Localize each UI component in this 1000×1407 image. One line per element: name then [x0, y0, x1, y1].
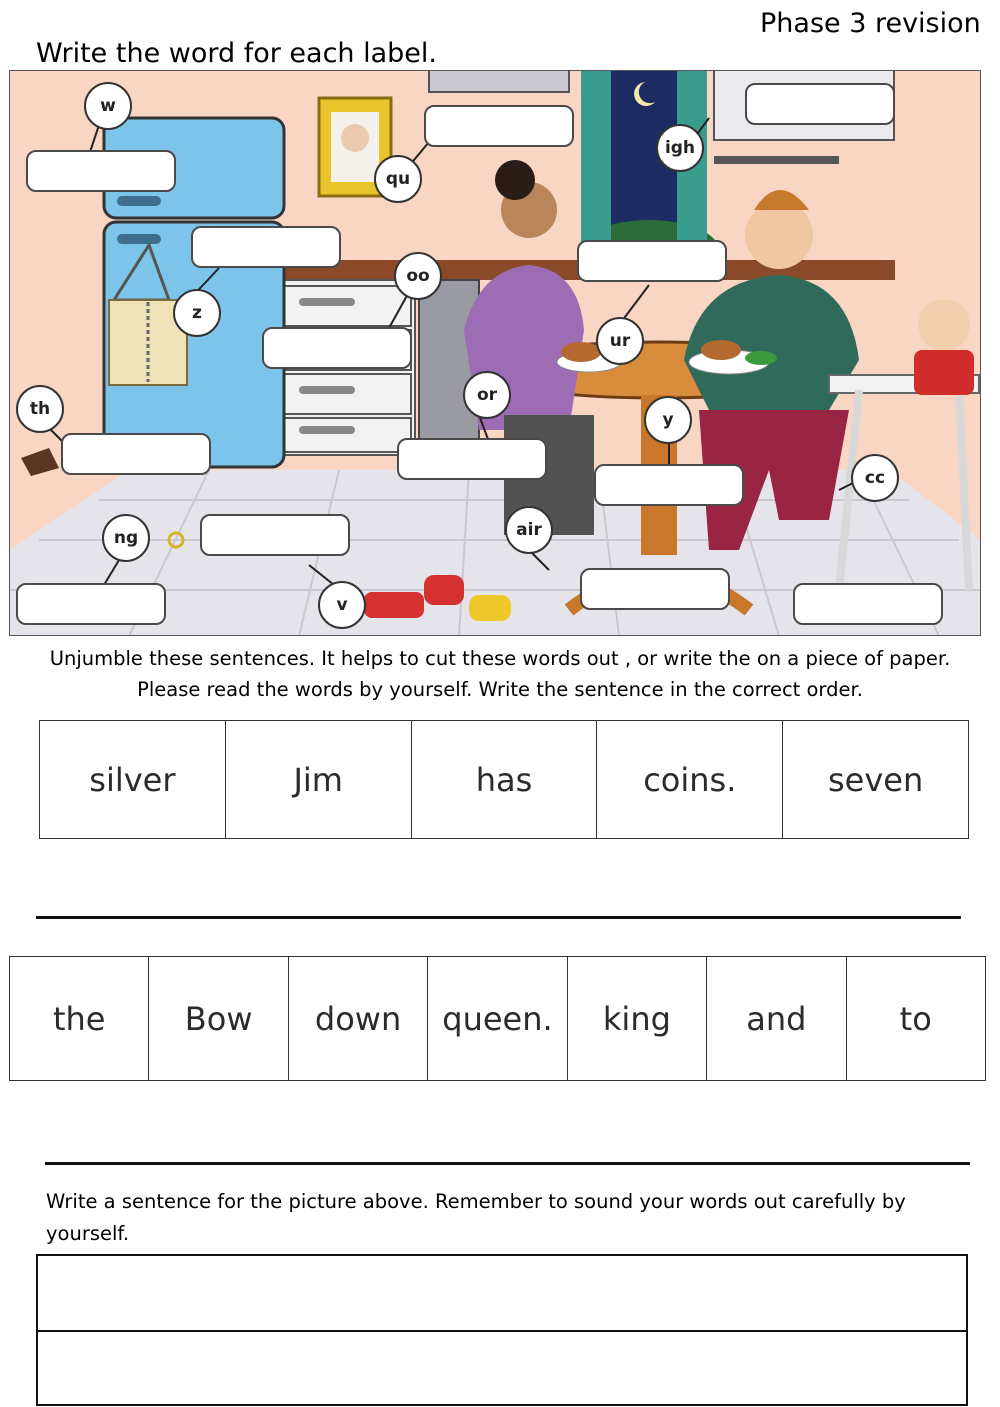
phonics-bubble-y: y [644, 396, 692, 444]
phonics-bubble-air: air [505, 506, 553, 554]
phonics-bubble-v: v [318, 581, 366, 629]
sentence2-word-table [9, 956, 986, 1081]
label-answer-box-w[interactable] [26, 150, 176, 192]
phonics-bubble-cc: cc [851, 454, 899, 502]
word-card[interactable]: queen. [428, 957, 567, 1080]
phonics-bubble-or: or [463, 371, 511, 419]
phonics-bubble-th: th [16, 385, 64, 433]
phonics-bubble-w: w [84, 82, 132, 130]
phonics-bubble-qu: qu [374, 155, 422, 203]
write-sentence-instruction-line2: yourself. [46, 1222, 130, 1245]
phonics-bubble-oo: oo [394, 252, 442, 300]
word-card[interactable]: Jim [226, 721, 412, 838]
phonics-bubble-ur: ur [596, 317, 644, 365]
word-card[interactable]: coins. [597, 721, 783, 838]
label-answer-box-bottom-left[interactable] [16, 583, 166, 625]
word-card[interactable]: the [10, 957, 149, 1080]
word-card[interactable]: king [568, 957, 707, 1080]
word-card[interactable]: seven [827, 760, 924, 799]
label-instruction: Write the word for each label. [36, 38, 437, 69]
phonics-bubble-ng: ng [102, 514, 150, 562]
page-title: Phase 3 revision [760, 8, 981, 39]
label-answer-box-y[interactable] [594, 464, 744, 506]
sentence1-answer-line[interactable] [36, 916, 961, 919]
unjumble-instruction-line2: Please read the words by yourself. Write the sentence in the correct order. [137, 678, 863, 701]
word-card[interactable]: Bow [149, 957, 288, 1080]
label-answer-box-z[interactable] [191, 226, 341, 268]
label-answer-box-air[interactable] [580, 568, 730, 610]
word-card[interactable]: to [899, 999, 932, 1038]
label-answer-box-th[interactable] [61, 433, 211, 475]
word-card[interactable]: silver [40, 721, 226, 838]
label-answer-box-ur[interactable] [577, 240, 727, 282]
word-card[interactable]: has [412, 721, 598, 838]
label-answer-box-cc[interactable] [793, 583, 943, 625]
write-sentence-instruction-line1: Write a sentence for the picture above. Remember to sound your words out carefully by [46, 1190, 906, 1213]
label-answer-box-qu[interactable] [424, 105, 574, 147]
unjumble-instruction-line1: Unjumble these sentences. It helps to cut these words out , or write the on a piece of paper. [49, 647, 951, 670]
label-answer-box-igh[interactable] [745, 83, 895, 125]
word-card[interactable]: down [289, 957, 428, 1080]
word-card[interactable]: and [707, 957, 846, 1080]
phonics-bubble-z: z [173, 289, 221, 337]
sentence2-answer-line[interactable] [45, 1162, 970, 1165]
phonics-bubble-igh: igh [656, 124, 704, 172]
label-answer-box-oo[interactable] [262, 327, 412, 369]
label-answer-box-or[interactable] [397, 438, 547, 480]
label-answer-box-ng[interactable] [200, 514, 350, 556]
sentence-writing-box-2[interactable] [36, 1330, 968, 1406]
sentence1-word-table [39, 720, 969, 839]
sentence-writing-box-1[interactable] [36, 1254, 968, 1332]
